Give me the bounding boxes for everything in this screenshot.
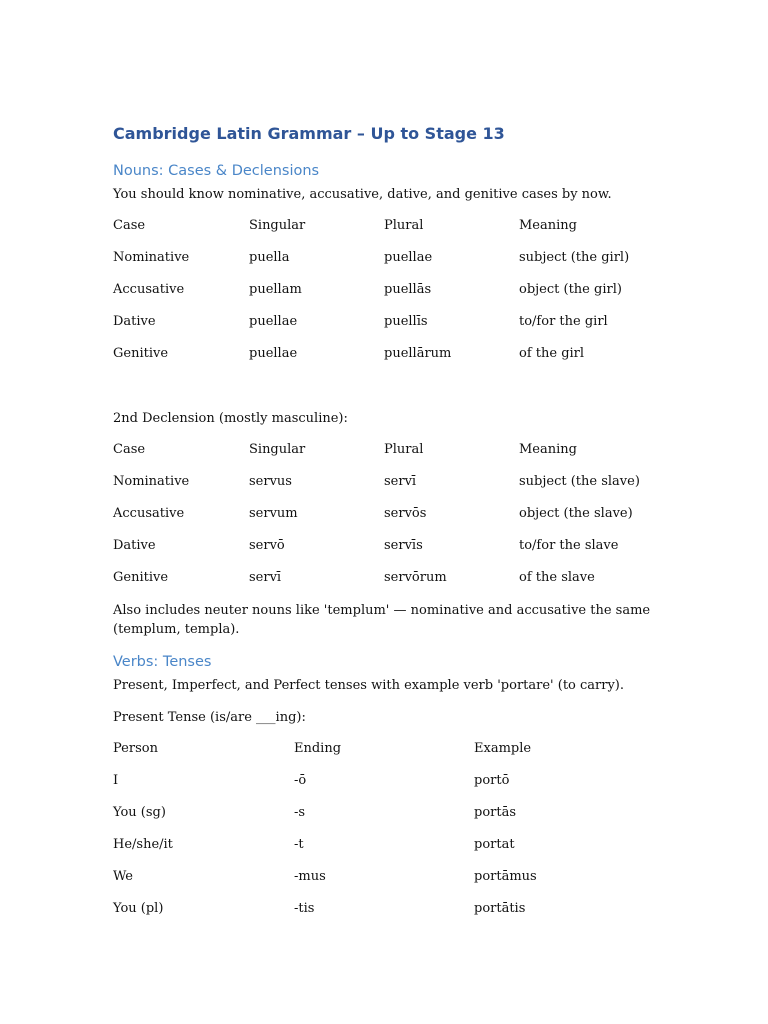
table-row [113,869,673,889]
table-cell: We [113,869,133,884]
table-cell: subject (the slave) [519,474,640,489]
table-cell: -tis [294,901,315,916]
table-cell: He/she/it [113,837,173,852]
table-cell: portāmus [474,869,537,884]
table-cell: servōrum [384,570,447,585]
table-cell: servus [249,474,292,489]
table-header-row [113,218,673,238]
table-cell: puella [249,250,290,265]
table-cell: Genitive [113,346,169,361]
present-tense-label: Present Tense (is/are ___ing): [113,710,306,725]
table-cell: subject (the girl) [519,250,630,265]
table-cell: Nominative [113,474,190,489]
table-row [113,314,673,334]
table-cell: I [113,773,119,788]
nouns-heading: Nouns: Cases & Declensions [113,163,320,179]
table-header-row [113,442,673,462]
table-cell: Genitive [113,570,169,585]
table-cell: puellīs [384,314,428,329]
nouns-intro: You should know nominative, accusative, dative, and genitive cases by now. [113,187,612,202]
table-cell: puellae [384,250,433,265]
table-cell: Nominative [113,250,190,265]
verbs-intro: Present, Imperfect, and Perfect tenses with example verb 'portare' (to carry). [113,678,625,693]
table-cell: puellam [249,282,302,297]
table-row [113,901,673,921]
table-row [113,346,673,366]
table-cell: servōs [384,506,427,521]
column-header: Singular [249,218,306,233]
table-cell: puellārum [384,346,452,361]
column-header: Meaning [519,218,577,233]
table-cell: -mus [294,869,326,884]
table-cell: portat [474,837,515,852]
table-cell: of the girl [519,346,585,361]
column-header: Meaning [519,442,577,457]
table-row [113,506,673,526]
column-header: Plural [384,218,424,233]
table-cell: -s [294,805,306,820]
column-header: Person [113,741,158,756]
table-row [113,538,673,558]
neuter-note: Also includes neuter nouns like 'templum' — nominative and accusative the same (templum, templa). [113,603,651,637]
table-row [113,773,673,793]
table-cell: servī [384,474,417,489]
table-cell: -t [294,837,304,852]
table-row [113,474,673,494]
column-header: Example [474,741,532,756]
table-header-row [113,741,673,761]
table-cell: of the slave [519,570,595,585]
second-declension-label: 2nd Declension (mostly masculine): [113,411,348,426]
column-header: Singular [249,442,306,457]
table-cell: puellae [249,314,298,329]
document-title: Cambridge Latin Grammar – Up to Stage 13 [113,124,505,143]
table-cell: -ō [294,773,307,788]
table-cell: portās [474,805,517,820]
table-row [113,250,673,270]
table-cell: puellae [249,346,298,361]
column-header: Case [113,218,146,233]
table-cell: to/for the slave [519,538,619,553]
table-cell: puellās [384,282,432,297]
table-cell: object (the slave) [519,506,633,521]
table-cell: Dative [113,314,156,329]
table-cell: to/for the girl [519,314,608,329]
table-cell: servō [249,538,285,553]
column-header: Case [113,442,146,457]
table-cell: Accusative [113,506,185,521]
table-row [113,282,673,302]
column-header: Plural [384,442,424,457]
table-cell: portātis [474,901,526,916]
table-cell: servīs [384,538,423,553]
column-header: Ending [294,741,342,756]
table-row [113,570,673,590]
table-cell: object (the girl) [519,282,622,297]
verbs-heading: Verbs: Tenses [113,654,212,670]
table-cell: servī [249,570,282,585]
table-row [113,837,673,857]
table-cell: Accusative [113,282,185,297]
table-cell: You (pl) [113,901,164,916]
table-row [113,805,673,825]
table-cell: portō [474,773,510,788]
table-cell: servum [249,506,298,521]
table-cell: You (sg) [113,805,166,820]
table-cell: Dative [113,538,156,553]
